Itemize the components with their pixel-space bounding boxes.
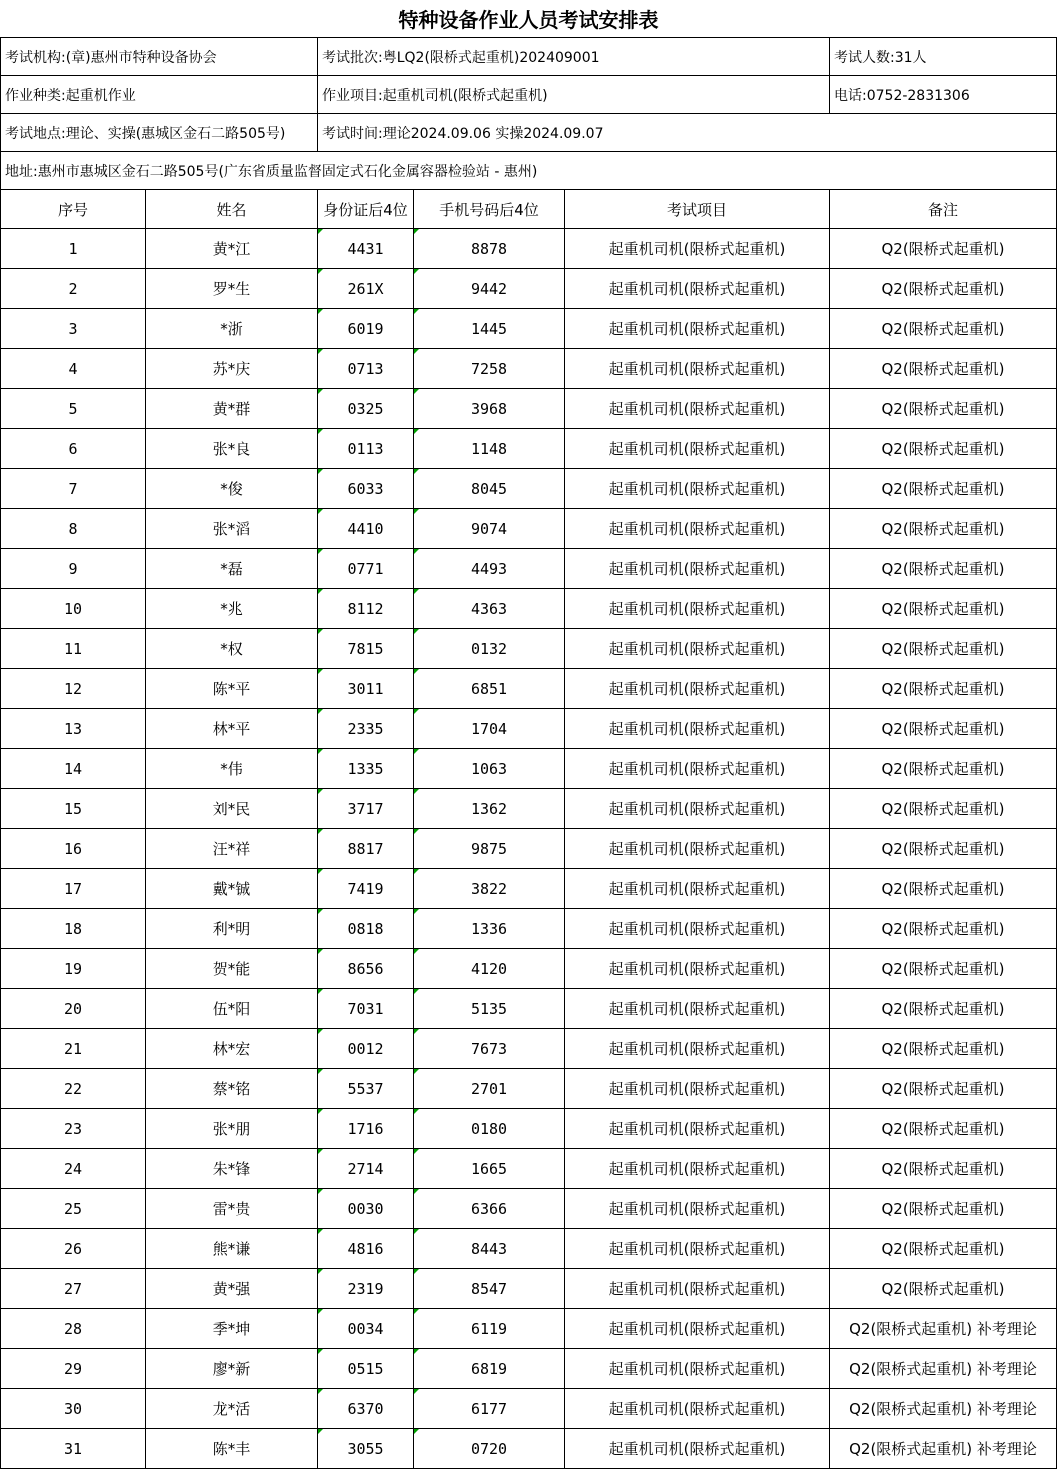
table-row <box>1 1309 1057 1349</box>
exam-item: 起重机司机(限桥式起重机) <box>565 789 830 829</box>
row-index: 5 <box>1 389 146 429</box>
exam-item: 起重机司机(限桥式起重机) <box>565 629 830 669</box>
phone-last4: 7673 <box>414 1029 565 1069</box>
phone-last4: 7258 <box>414 349 565 389</box>
exam-item: 起重机司机(限桥式起重机) <box>565 1349 830 1389</box>
candidate-name: *浙 <box>146 309 318 349</box>
id-last4: 0818 <box>318 909 414 949</box>
id-last4: 5537 <box>318 1069 414 1109</box>
remark: Q2(限桥式起重机) <box>830 1029 1057 1069</box>
exam-item: 起重机司机(限桥式起重机) <box>565 1389 830 1429</box>
table-header-row <box>1 190 1057 229</box>
id-last4: 4410 <box>318 509 414 549</box>
row-index: 8 <box>1 509 146 549</box>
candidate-name: 罗*生 <box>146 269 318 309</box>
id-last4: 0012 <box>318 1029 414 1069</box>
remark: Q2(限桥式起重机) <box>830 1069 1057 1109</box>
candidate-name: 戴*铖 <box>146 869 318 909</box>
remark: Q2(限桥式起重机) <box>830 869 1057 909</box>
exam-item: 起重机司机(限桥式起重机) <box>565 349 830 389</box>
header-remark: 备注 <box>830 190 1057 229</box>
phone-last4: 6366 <box>414 1189 565 1229</box>
phone-last4: 8045 <box>414 469 565 509</box>
remark: Q2(限桥式起重机) <box>830 829 1057 869</box>
work-project: 作业项目:起重机司机(限桥式起重机) <box>318 76 830 114</box>
exam-item: 起重机司机(限桥式起重机) <box>565 589 830 629</box>
remark: Q2(限桥式起重机) <box>830 789 1057 829</box>
candidate-name: *俊 <box>146 469 318 509</box>
header-id-last4: 身份证后4位 <box>318 190 414 229</box>
exam-item: 起重机司机(限桥式起重机) <box>565 669 830 709</box>
table-row <box>1 669 1057 709</box>
phone-last4: 4363 <box>414 589 565 629</box>
candidate-name: 苏*庆 <box>146 349 318 389</box>
exam-item: 起重机司机(限桥式起重机) <box>565 1029 830 1069</box>
candidate-name: 林*宏 <box>146 1029 318 1069</box>
row-index: 10 <box>1 589 146 629</box>
row-index: 11 <box>1 629 146 669</box>
phone-last4: 3822 <box>414 869 565 909</box>
exam-item: 起重机司机(限桥式起重机) <box>565 1309 830 1349</box>
table-row <box>1 389 1057 429</box>
table-row <box>1 429 1057 469</box>
candidate-name: 刘*民 <box>146 789 318 829</box>
id-last4: 261X <box>318 269 414 309</box>
table-row <box>1 509 1057 549</box>
exam-time: 考试时间:理论2024.09.06 实操2024.09.07 <box>318 114 1057 152</box>
row-index: 29 <box>1 1349 146 1389</box>
remark: Q2(限桥式起重机) <box>830 1149 1057 1189</box>
phone-last4: 0720 <box>414 1429 565 1469</box>
id-last4: 3011 <box>318 669 414 709</box>
id-last4: 0034 <box>318 1309 414 1349</box>
exam-item: 起重机司机(限桥式起重机) <box>565 709 830 749</box>
row-index: 16 <box>1 829 146 869</box>
header-exam-item: 考试项目 <box>565 190 830 229</box>
candidate-name: 张*朋 <box>146 1109 318 1149</box>
row-index: 30 <box>1 1389 146 1429</box>
phone-last4: 6177 <box>414 1389 565 1429</box>
exam-item: 起重机司机(限桥式起重机) <box>565 869 830 909</box>
work-category: 作业种类:起重机作业 <box>1 76 318 114</box>
exam-address: 地址:惠州市惠城区金石二路505号(广东省质量监督固定式石化金属容器检验站 - 惠州) <box>1 152 1057 190</box>
table-row <box>1 829 1057 869</box>
id-last4: 8817 <box>318 829 414 869</box>
table-row <box>1 869 1057 909</box>
remark: Q2(限桥式起重机) <box>830 509 1057 549</box>
phone-last4: 3968 <box>414 389 565 429</box>
id-last4: 0113 <box>318 429 414 469</box>
candidate-name: 熊*谦 <box>146 1229 318 1269</box>
exam-item: 起重机司机(限桥式起重机) <box>565 1269 830 1309</box>
phone-last4: 1148 <box>414 429 565 469</box>
exam-location: 考试地点:理论、实操(惠城区金石二路505号) <box>1 114 318 152</box>
id-last4: 1716 <box>318 1109 414 1149</box>
candidate-name: 龙*活 <box>146 1389 318 1429</box>
row-index: 19 <box>1 949 146 989</box>
remark: Q2(限桥式起重机) <box>830 469 1057 509</box>
phone-last4: 1336 <box>414 909 565 949</box>
phone-last4: 9875 <box>414 829 565 869</box>
id-last4: 6370 <box>318 1389 414 1429</box>
row-index: 1 <box>1 229 146 269</box>
candidate-name: 黄*强 <box>146 1269 318 1309</box>
table-row <box>1 1429 1057 1469</box>
remark: Q2(限桥式起重机) <box>830 1189 1057 1229</box>
id-last4: 0771 <box>318 549 414 589</box>
table-row <box>1 1109 1057 1149</box>
candidate-name: *权 <box>146 629 318 669</box>
header-index: 序号 <box>1 190 146 229</box>
id-last4: 4816 <box>318 1229 414 1269</box>
row-index: 14 <box>1 749 146 789</box>
exam-item: 起重机司机(限桥式起重机) <box>565 949 830 989</box>
header-phone-last4: 手机号码后4位 <box>414 190 565 229</box>
row-index: 20 <box>1 989 146 1029</box>
candidate-name: 雷*贵 <box>146 1189 318 1229</box>
candidate-name: 伍*阳 <box>146 989 318 1029</box>
remark: Q2(限桥式起重机) <box>830 669 1057 709</box>
table-row <box>1 749 1057 789</box>
exam-item: 起重机司机(限桥式起重机) <box>565 389 830 429</box>
row-index: 2 <box>1 269 146 309</box>
candidate-name: 利*明 <box>146 909 318 949</box>
phone-last4: 6851 <box>414 669 565 709</box>
phone-last4: 1063 <box>414 749 565 789</box>
contact-phone: 电话:0752-2831306 <box>830 76 1057 114</box>
id-last4: 0030 <box>318 1189 414 1229</box>
exam-item: 起重机司机(限桥式起重机) <box>565 309 830 349</box>
exam-item: 起重机司机(限桥式起重机) <box>565 229 830 269</box>
remark: Q2(限桥式起重机) <box>830 269 1057 309</box>
exam-batch: 考试批次:粤LQ2(限桥式起重机)202409001 <box>318 38 830 76</box>
phone-last4: 8547 <box>414 1269 565 1309</box>
table-row <box>1 909 1057 949</box>
table-row <box>1 949 1057 989</box>
id-last4: 7815 <box>318 629 414 669</box>
exam-item: 起重机司机(限桥式起重机) <box>565 1109 830 1149</box>
candidate-name: *磊 <box>146 549 318 589</box>
candidate-name: 张*滔 <box>146 509 318 549</box>
remark: Q2(限桥式起重机) <box>830 309 1057 349</box>
id-last4: 7419 <box>318 869 414 909</box>
table-row <box>1 1349 1057 1389</box>
remark: Q2(限桥式起重机) <box>830 949 1057 989</box>
candidate-name: 张*良 <box>146 429 318 469</box>
candidate-name: 陈*丰 <box>146 1429 318 1469</box>
remark: Q2(限桥式起重机) 补考理论 <box>830 1429 1057 1469</box>
exam-item: 起重机司机(限桥式起重机) <box>565 429 830 469</box>
table-row <box>1 629 1057 669</box>
row-index: 12 <box>1 669 146 709</box>
table-row <box>1 1229 1057 1269</box>
table-row <box>1 469 1057 509</box>
table-row <box>1 269 1057 309</box>
table-row <box>1 1029 1057 1069</box>
exam-item: 起重机司机(限桥式起重机) <box>565 909 830 949</box>
id-last4: 0713 <box>318 349 414 389</box>
table-row <box>1 349 1057 389</box>
table-row <box>1 789 1057 829</box>
row-index: 27 <box>1 1269 146 1309</box>
phone-last4: 5135 <box>414 989 565 1029</box>
exam-item: 起重机司机(限桥式起重机) <box>565 1149 830 1189</box>
row-index: 26 <box>1 1229 146 1269</box>
row-index: 13 <box>1 709 146 749</box>
remark: Q2(限桥式起重机) <box>830 1109 1057 1149</box>
phone-last4: 1362 <box>414 789 565 829</box>
row-index: 28 <box>1 1309 146 1349</box>
table-row <box>1 989 1057 1029</box>
table-row <box>1 1069 1057 1109</box>
table-row <box>1 1269 1057 1309</box>
row-index: 4 <box>1 349 146 389</box>
exam-item: 起重机司机(限桥式起重机) <box>565 1229 830 1269</box>
id-last4: 7031 <box>318 989 414 1029</box>
remark: Q2(限桥式起重机) <box>830 429 1057 469</box>
row-index: 22 <box>1 1069 146 1109</box>
phone-last4: 1445 <box>414 309 565 349</box>
table-row <box>1 1149 1057 1189</box>
row-index: 31 <box>1 1429 146 1469</box>
table-row <box>1 1389 1057 1429</box>
exam-org: 考试机构:(章)惠州市特种设备协会 <box>1 38 318 76</box>
candidate-name: 陈*平 <box>146 669 318 709</box>
id-last4: 4431 <box>318 229 414 269</box>
exam-item: 起重机司机(限桥式起重机) <box>565 269 830 309</box>
exam-item: 起重机司机(限桥式起重机) <box>565 509 830 549</box>
row-index: 21 <box>1 1029 146 1069</box>
phone-last4: 6819 <box>414 1349 565 1389</box>
exam-item: 起重机司机(限桥式起重机) <box>565 829 830 869</box>
remark: Q2(限桥式起重机) <box>830 909 1057 949</box>
exam-item: 起重机司机(限桥式起重机) <box>565 1429 830 1469</box>
candidate-name: 汪*祥 <box>146 829 318 869</box>
exam-item: 起重机司机(限桥式起重机) <box>565 549 830 589</box>
candidate-name: *兆 <box>146 589 318 629</box>
id-last4: 2714 <box>318 1149 414 1189</box>
exam-count: 考试人数:31人 <box>830 38 1057 76</box>
exam-item: 起重机司机(限桥式起重机) <box>565 469 830 509</box>
table-row <box>1 709 1057 749</box>
id-last4: 2319 <box>318 1269 414 1309</box>
phone-last4: 2701 <box>414 1069 565 1109</box>
table-row <box>1 1189 1057 1229</box>
phone-last4: 6119 <box>414 1309 565 1349</box>
remark: Q2(限桥式起重机) <box>830 229 1057 269</box>
remark: Q2(限桥式起重机) 补考理论 <box>830 1389 1057 1429</box>
table-row <box>1 549 1057 589</box>
exam-item: 起重机司机(限桥式起重机) <box>565 749 830 789</box>
candidate-name: 廖*新 <box>146 1349 318 1389</box>
candidate-name: 贺*能 <box>146 949 318 989</box>
table-row <box>1 229 1057 269</box>
remark: Q2(限桥式起重机) <box>830 629 1057 669</box>
phone-last4: 0132 <box>414 629 565 669</box>
candidate-name: 季*坤 <box>146 1309 318 1349</box>
table-row <box>1 309 1057 349</box>
id-last4: 0325 <box>318 389 414 429</box>
phone-last4: 4120 <box>414 949 565 989</box>
candidate-name: 朱*锋 <box>146 1149 318 1189</box>
candidate-name: *伟 <box>146 749 318 789</box>
remark: Q2(限桥式起重机) <box>830 709 1057 749</box>
exam-item: 起重机司机(限桥式起重机) <box>565 1069 830 1109</box>
header-name: 姓名 <box>146 190 318 229</box>
remark: Q2(限桥式起重机) 补考理论 <box>830 1349 1057 1389</box>
phone-last4: 8878 <box>414 229 565 269</box>
row-index: 3 <box>1 309 146 349</box>
candidate-name: 黄*群 <box>146 389 318 429</box>
remark: Q2(限桥式起重机) <box>830 989 1057 1029</box>
phone-last4: 9074 <box>414 509 565 549</box>
row-index: 24 <box>1 1149 146 1189</box>
page-title: 特种设备作业人员考试安排表 <box>1 0 1057 38</box>
id-last4: 3717 <box>318 789 414 829</box>
phone-last4: 9442 <box>414 269 565 309</box>
remark: Q2(限桥式起重机) <box>830 1229 1057 1269</box>
candidate-name: 林*平 <box>146 709 318 749</box>
row-index: 7 <box>1 469 146 509</box>
id-last4: 0515 <box>318 1349 414 1389</box>
remark: Q2(限桥式起重机) <box>830 389 1057 429</box>
remark: Q2(限桥式起重机) <box>830 549 1057 589</box>
remark: Q2(限桥式起重机) <box>830 349 1057 389</box>
candidate-name: 蔡*铭 <box>146 1069 318 1109</box>
phone-last4: 4493 <box>414 549 565 589</box>
remark: Q2(限桥式起重机) 补考理论 <box>830 1309 1057 1349</box>
remark: Q2(限桥式起重机) <box>830 589 1057 629</box>
row-index: 15 <box>1 789 146 829</box>
id-last4: 2335 <box>318 709 414 749</box>
exam-item: 起重机司机(限桥式起重机) <box>565 1189 830 1229</box>
phone-last4: 1665 <box>414 1149 565 1189</box>
phone-last4: 8443 <box>414 1229 565 1269</box>
id-last4: 6033 <box>318 469 414 509</box>
exam-item: 起重机司机(限桥式起重机) <box>565 989 830 1029</box>
id-last4: 8656 <box>318 949 414 989</box>
row-index: 18 <box>1 909 146 949</box>
candidate-name: 黄*江 <box>146 229 318 269</box>
row-index: 23 <box>1 1109 146 1149</box>
row-index: 25 <box>1 1189 146 1229</box>
id-last4: 1335 <box>318 749 414 789</box>
table-row <box>1 589 1057 629</box>
phone-last4: 1704 <box>414 709 565 749</box>
id-last4: 3055 <box>318 1429 414 1469</box>
row-index: 9 <box>1 549 146 589</box>
phone-last4: 0180 <box>414 1109 565 1149</box>
row-index: 17 <box>1 869 146 909</box>
id-last4: 6019 <box>318 309 414 349</box>
row-index: 6 <box>1 429 146 469</box>
remark: Q2(限桥式起重机) <box>830 1269 1057 1309</box>
remark: Q2(限桥式起重机) <box>830 749 1057 789</box>
id-last4: 8112 <box>318 589 414 629</box>
